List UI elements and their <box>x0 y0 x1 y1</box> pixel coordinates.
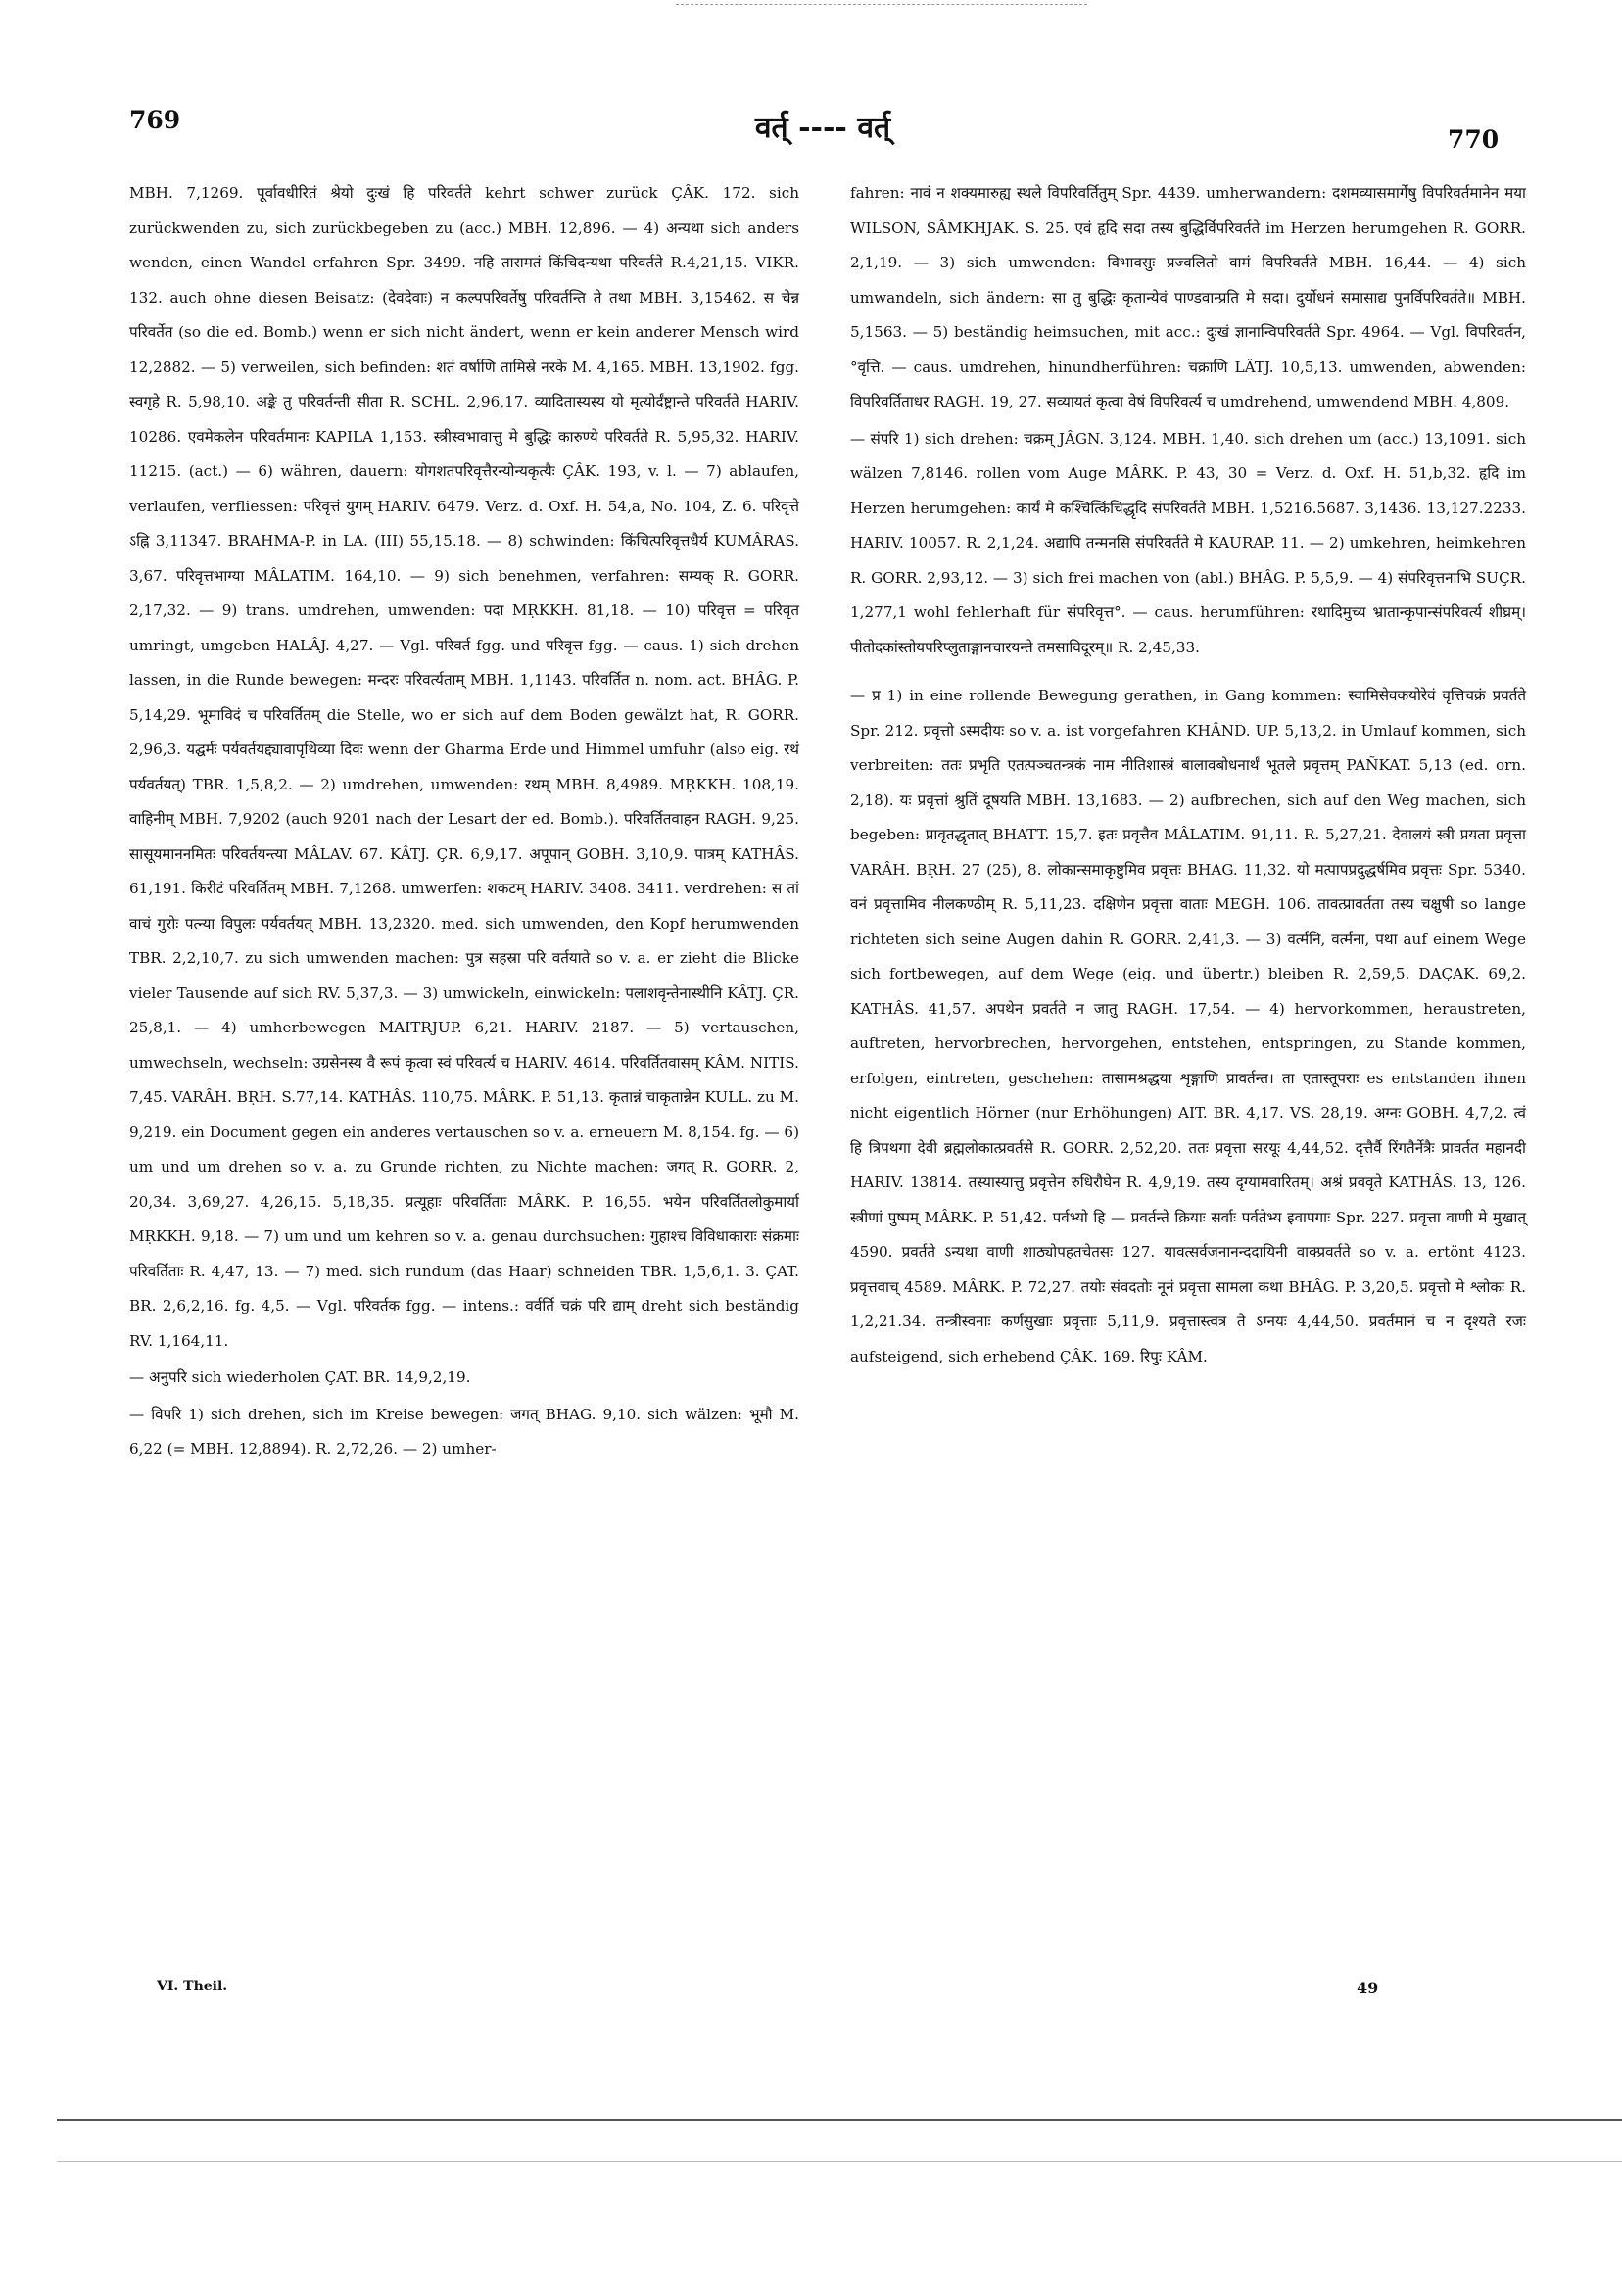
left-paragraph-3: — विपरि 1) sich drehen, sich im Kreise bewegen: जगत् BHAG. 9,10. sich wälzen: भूमौ M. 6,22 (= MBH. 12,8894). R. 2,72,26. — 2) umher- <box>129 1405 799 1458</box>
running-headword: वर्त् ---- वर्त् <box>754 111 891 145</box>
right-paragraph-3: — प्र 1) in eine rollende Bewegung gerathen, in Gang kommen: स्वामिसेवकयोरेवं वृत्तिचक्रं प्रवर्तते Spr. 212. प्रवृत्तो ऽस्मदीयः so v. a. ist vorgefahren KHÂND. UP. 5,13,2. in Umlauf kommen, sich verbreiten: ततः प्रभृति एतत्पञ्चतन्त्रकं नाम नीतिशास्त्रं बालावबोधनार्थं भूतले प्रवृत्तम् PAÑKAT. 5,13 (ed. orn. 2,18). यः प्रवृत्तां श्रुतिं दूषयति MBH. 13,1683. — 2) aufbrechen, sich auf den Weg machen, sich begeben: प्रावृतद्धृतात् BHATT. 15,7. इतः प्रवृत्तैव MÂLATIM. 91,11. R. 5,27,21. देवालयं स्त्री प्रयता प्रवृत्ता VARÂH. BṚH. 27 (25), 8. लोकान्समाकृष्टुमिव प्रवृत्तः BHAG. 11,32. यो मत्पापप्रदुद्धर्षमिव प्रवृत्तः Spr. 5340. वनं प्रवृत्तामिव नीलकण्ठीम् R. 5,11,23. दक्षिणेन प्रवृत्ता वाताः MEGH. 106. तावत्प्रावर्तता तस्य चक्षुषी so lange richteten sich seine Augen dahin R. GORR. 2,41,3. — 3) वर्त्मनि, वर्त्मना, पथा auf einem Wege sich fortbewegen, auf dem Wege (eig. und übertr.) bleiben R. 2,59,5. DAÇAK. 69,2. KATHÂS. 41,57. अपथेन प्रवर्तते न जातु RAGH. 17,54. — 4) hervorkommen, heraustreten, auftreten, hervorbrechen, hervorgehen, entstehen, entspringen, zu Stande kommen, erfolgen, eintreten, geschehen: तासामश्रद्धया शृङ्गाणि प्रावर्तन्त। ता एतास्तूपराः es entstanden ihnen nicht eigentlich Hörner (nur Erhöhungen) AIT. BR. 4,17. VS. 28,19. अग्नः GOBH. 4,7,2. त्वं हि त्रिपथगा देवी ब्रह्मलोकात्प्रवर्तसे R. GORR. 2,52,20. ततः प्रवृत्ता सरयूः 4,44,52. दृत्तैर्वै रिंगतैर्नेत्रैः प्रावर्तत महानदी HARIV. 13814. तस्यास्यात्तु प्रवृत्तेन रुधिरौघेन R. 4,9,19. तस्य दृग्यामवारितम्। अश्रं प्रववृते KATHÂS. 13, 126. स्त्रीणां पुष्पम् MÂRK. P. 51,42. पर्वभ्यो हि — प्रवर्तन्ते क्रियाः सर्वाः पर्वतेभ्य इवापगाः Spr. 227. प्रवृत्ता वाणी मे मुखात् 4590. प्रवर्तते ऽन्यथा वाणी शाठ्योपहतचेतसः 127. यावत्सर्वजनानन्ददायिनी वाक्प्रवर्तते so v. a. ertönt 4123. प्रवृत्तवाच् 4589. MÂRK. P. 72,27. तयोः संवदतोः नूनं प्रवृत्ता सामला कथा BHÂG. P. 3,20,5. प्रवृत्तो मे श्लोकः R. 1,2,21.34. तन्त्रीस्वनाः कर्णसुखाः प्रवृत्ताः 5,11,9. प्रवृत्तास्त्वत्र ते ऽग्नयः 4,44,50. प्रवर्तमानं च न दृश्यते रजः aufsteigend, sich erhebend ÇÂK. 169. रिपुः KÂM. <box>850 687 1526 1365</box>
signature-number: 49 <box>1357 1979 1379 1997</box>
left-paragraph-2: — अनुपरि sich wiederholen ÇAT. BR. 14,9,2,19. <box>129 1368 471 1386</box>
top-rule <box>676 4 1087 5</box>
right-paragraph-2: — संपरि 1) sich drehen: चक्रम् JÂGN. 3,124. MBH. 1,40. sich drehen um (acc.) 13,1091. sich wälzen 7,8146. rollen vom Auge MÂRK. P. 43, 30 = Verz. d. Oxf. H. 51,b,32. हृदि im Herzen herumgehen: कार्यं मे कश्चित्किंचिद्धृदि संपरिवर्तते MBH. 1,5216.5687. 3,1436. 13,127.2233. HARIV. 10057. R. 2,1,24. अद्यापि तन्मनसि संपरिवर्तते मे KAURAP. 11. — 2) umkehren, heimkehren R. GORR. 2,93,12. — 3) sich frei machen von (abl.) BHÂG. P. 5,5,9. — 4) संपरिवृत्तनाभि SUÇR. 1,277,1 wohl fehlerhaft für संपरिवृत्त°. — caus. herumführen: रथादिमुच्य भ्रातान्कृपान्संपरिवर्त्य शीघ्रम्। पीतोदकांस्तोयपरिप्लुताङ्गानचारयन्ते तमसाविदूरम्॥ R. 2,45,33. <box>850 429 1526 656</box>
bottom-rule-faint <box>57 2161 1622 2162</box>
page-number-right: 770 <box>1448 125 1500 154</box>
page-number-left: 769 <box>129 106 181 134</box>
volume-label: VI. Theil. <box>157 1979 228 1994</box>
right-column <box>850 176 1526 1374</box>
left-column <box>129 176 799 1467</box>
bottom-rule <box>57 2119 1622 2121</box>
right-paragraph-1: fahren: नावं न शक्यमारुह्य स्थले विपरिवर्तितुम् Spr. 4439. umherwandern: दशमव्यासमार्गेषु विपरिवर्तमानेन मया WILSON, SÂMKHJAK. S. 25. एवं हृदि सदा तस्य बुद्धिर्विपरिवर्तते im Herzen herumgehen R. GORR. 2,1,19. — 3) sich umwenden: विभावसुः प्रज्वलितो वामं विपरिवर्तते MBH. 16,44. — 4) sich umwandeln, sich ändern: सा तु बुद्धिः कृतान्येवं पाण्डवान्प्रति मे सदा। दुर्योधनं समासाद्य पुनर्विपरिवर्तते॥ MBH. 5,1563. — 5) beständig heimsuchen, mit acc.: दुःखं ज्ञानान्विपरिवर्तते Spr. 4964. — Vgl. विपरिवर्तन, °वृत्ति. — caus. umdrehen, hinundherführen: चक्राणि LÂTJ. 10,5,13. umwenden, abwenden: विपरिवर्तिताधर RAGH. 19, 27. सव्यायतं कृत्वा वेषं विपरिवर्त्य च umdrehend, umwendend MBH. 4,809. <box>850 184 1526 410</box>
left-paragraph-1: MBH. 7,1269. पूर्वावधीरितं श्रेयो दुःखं हि परिवर्तते kehrt schwer zurück ÇÂK. 172. sich zurückwenden zu, sich zurückbegeben zu (acc.) MBH. 12,896. — 4) अन्यथा sich anders wenden, einen Wandel erfahren Spr. 3499. नहि तारामतं किंचिदन्यथा परिवर्तते R.4,21,15. VIKR. 132. auch ohne diesen Beisatz: (देवदेवाः) न कल्पपरिवर्तेषु परिवर्तन्ति ते तथा MBH. 3,15462. स चेन्न परिवर्तेत (so die ed. Bomb.) wenn er sich nicht ändert, wenn er kein anderer Mensch wird 12,2882. — 5) verweilen, sich befinden: शतं वर्षाणि तामिस्रे नरके M. 4,165. MBH. 13,1902. fgg. स्वगृहे R. 5,98,10. अङ्के तु परिवर्तन्ती सीता R. SCHL. 2,96,17. व्यादितास्यस्य यो मृत्योर्दंष्ट्रान्ते परिवर्तते HARIV. 10286. एवमेकलेन परिवर्तमानः KAPILA 1,153. स्त्रीस्वभावात्तु मे बुद्धिः कारुण्ये परिवर्तते R. 5,95,32. HARIV. 11215. (act.) — 6) währen, dauern: योगशतपरिवृत्तैरन्योन्यकृत्यैः ÇÂK. 193, v. l. — 7) ablaufen, verlaufen, verfliessen: परिवृत्तं युगम् HARIV. 6479. Verz. d. Oxf. H. 54,a, No. 104, Z. 6. परिवृत्ते ऽह्नि 3,11347. BRAHMA-P. in LA. (III) 55,15.18. — 8) schwinden: किंचित्परिवृत्तधैर्य KUMÂRAS. 3,67. परिवृत्तभाग्या MÂLATIM. 164,10. — 9) sich benehmen, verfahren: सम्यक् R. GORR. 2,17,32. — 9) trans. umdrehen, umwenden: पदा MṚKKH. 81,18. — 10) परिवृत्त = परिवृत umringt, umgeben HALÂJ. 4,27. — Vgl. परिवर्त fgg. und परिवृत्त fgg. — caus. 1) sich drehen lassen, in die Runde bewegen: मन्दरः परिवर्त्यताम् MBH. 1,1143. परिवर्तित n. nom. act. BHÂG. P. 5,14,29. भूमाविदं च परिवर्तितम् die Stelle, wo er sich auf dem Boden gewälzt hat, R. GORR. 2,96,3. यद्घर्मः पर्यवर्तयद्द्यावापृथिव्या दिवः wenn der Gharma Erde und Himmel umfuhr (also eig. रथं पर्यवर्तयत्) TBR. 1,5,8,2. — 2) umdrehen, umwenden: रथम् MBH. 8,4989. MṚKKH. 108,19. वाहिनीम् MBH. 7,9202 (auch 9201 nach der Lesart der ed. Bomb.). परिवर्तितवाहन RAGH. 9,25. सासूयमाननमितः परिवर्तयन्त्या MÂLAV. 67. KÂTJ. ÇR. 6,9,17. अपूपान् GOBH. 3,10,9. पात्रम् KATHÂS. 61,191. किरीटं परिवर्तितम् MBH. 7,1268. umwerfen: शकटम् HARIV. 3408. 3411. verdrehen: स तां वाचं गुरोः पत्न्या विपुलः पर्यवर्तयत् MBH. 13,2320. med. sich umwenden, den Kopf herumwenden TBR. 2,2,10,7. zu sich umwenden machen: पुत्र सहस्रा परि वर्तयाते so v. a. er zieht die Blicke vieler Tausende auf sich RV. 5,37,3. — 3) umwickeln, einwickeln: पलाशवृन्तेनास्थीनि KÂTJ. ÇR. 25,8,1. — 4) umherbewegen MAITRJUP. 6,21. HARIV. 2187. — 5) vertauschen, umwechseln, wechseln: उग्रसेनस्य वै रूपं कृत्वा स्वं परिवर्त्य च HARIV. 4614. परिवर्तितवासम् KÂM. NITIS. 7,45. VARÂH. BṚH. S.77,14. KATHÂS. 110,75. MÂRK. P. 51,13. कृतान्नं चाकृतान्नेन KULL. zu M. 9,219. ein Document gegen ein anderes vertauschen so v. a. erneuern M. 8,154. fg. — 6) um und um drehen so v. a. zu Grunde richten, zu Nichte machen: जगत् R. GORR. 2, 20,34. 3,69,27. 4,26,15. 5,18,35. प्रत्यूहाः परिवर्तिताः MÂRK. P. 16,55. भयेन परिवर्तितलोकुमार्या MṚKKH. 9,18. — 7) um und um kehren so v. a. genau durchsuchen: गुहाश्च विविधाकाराः संक्रमाः परिवर्तिताः R. 4,47, 13. — 7) med. sich rundum (das Haar) schneiden TBR. 1,5,6,1. 3. ÇAT. BR. 2,6,2,16. fg. 4,5. — Vgl. परिवर्तक fgg. — intens.: वर्वर्ति चक्रं परि द्याम् dreht sich beständig RV. 1,164,11. <box>129 184 799 1350</box>
